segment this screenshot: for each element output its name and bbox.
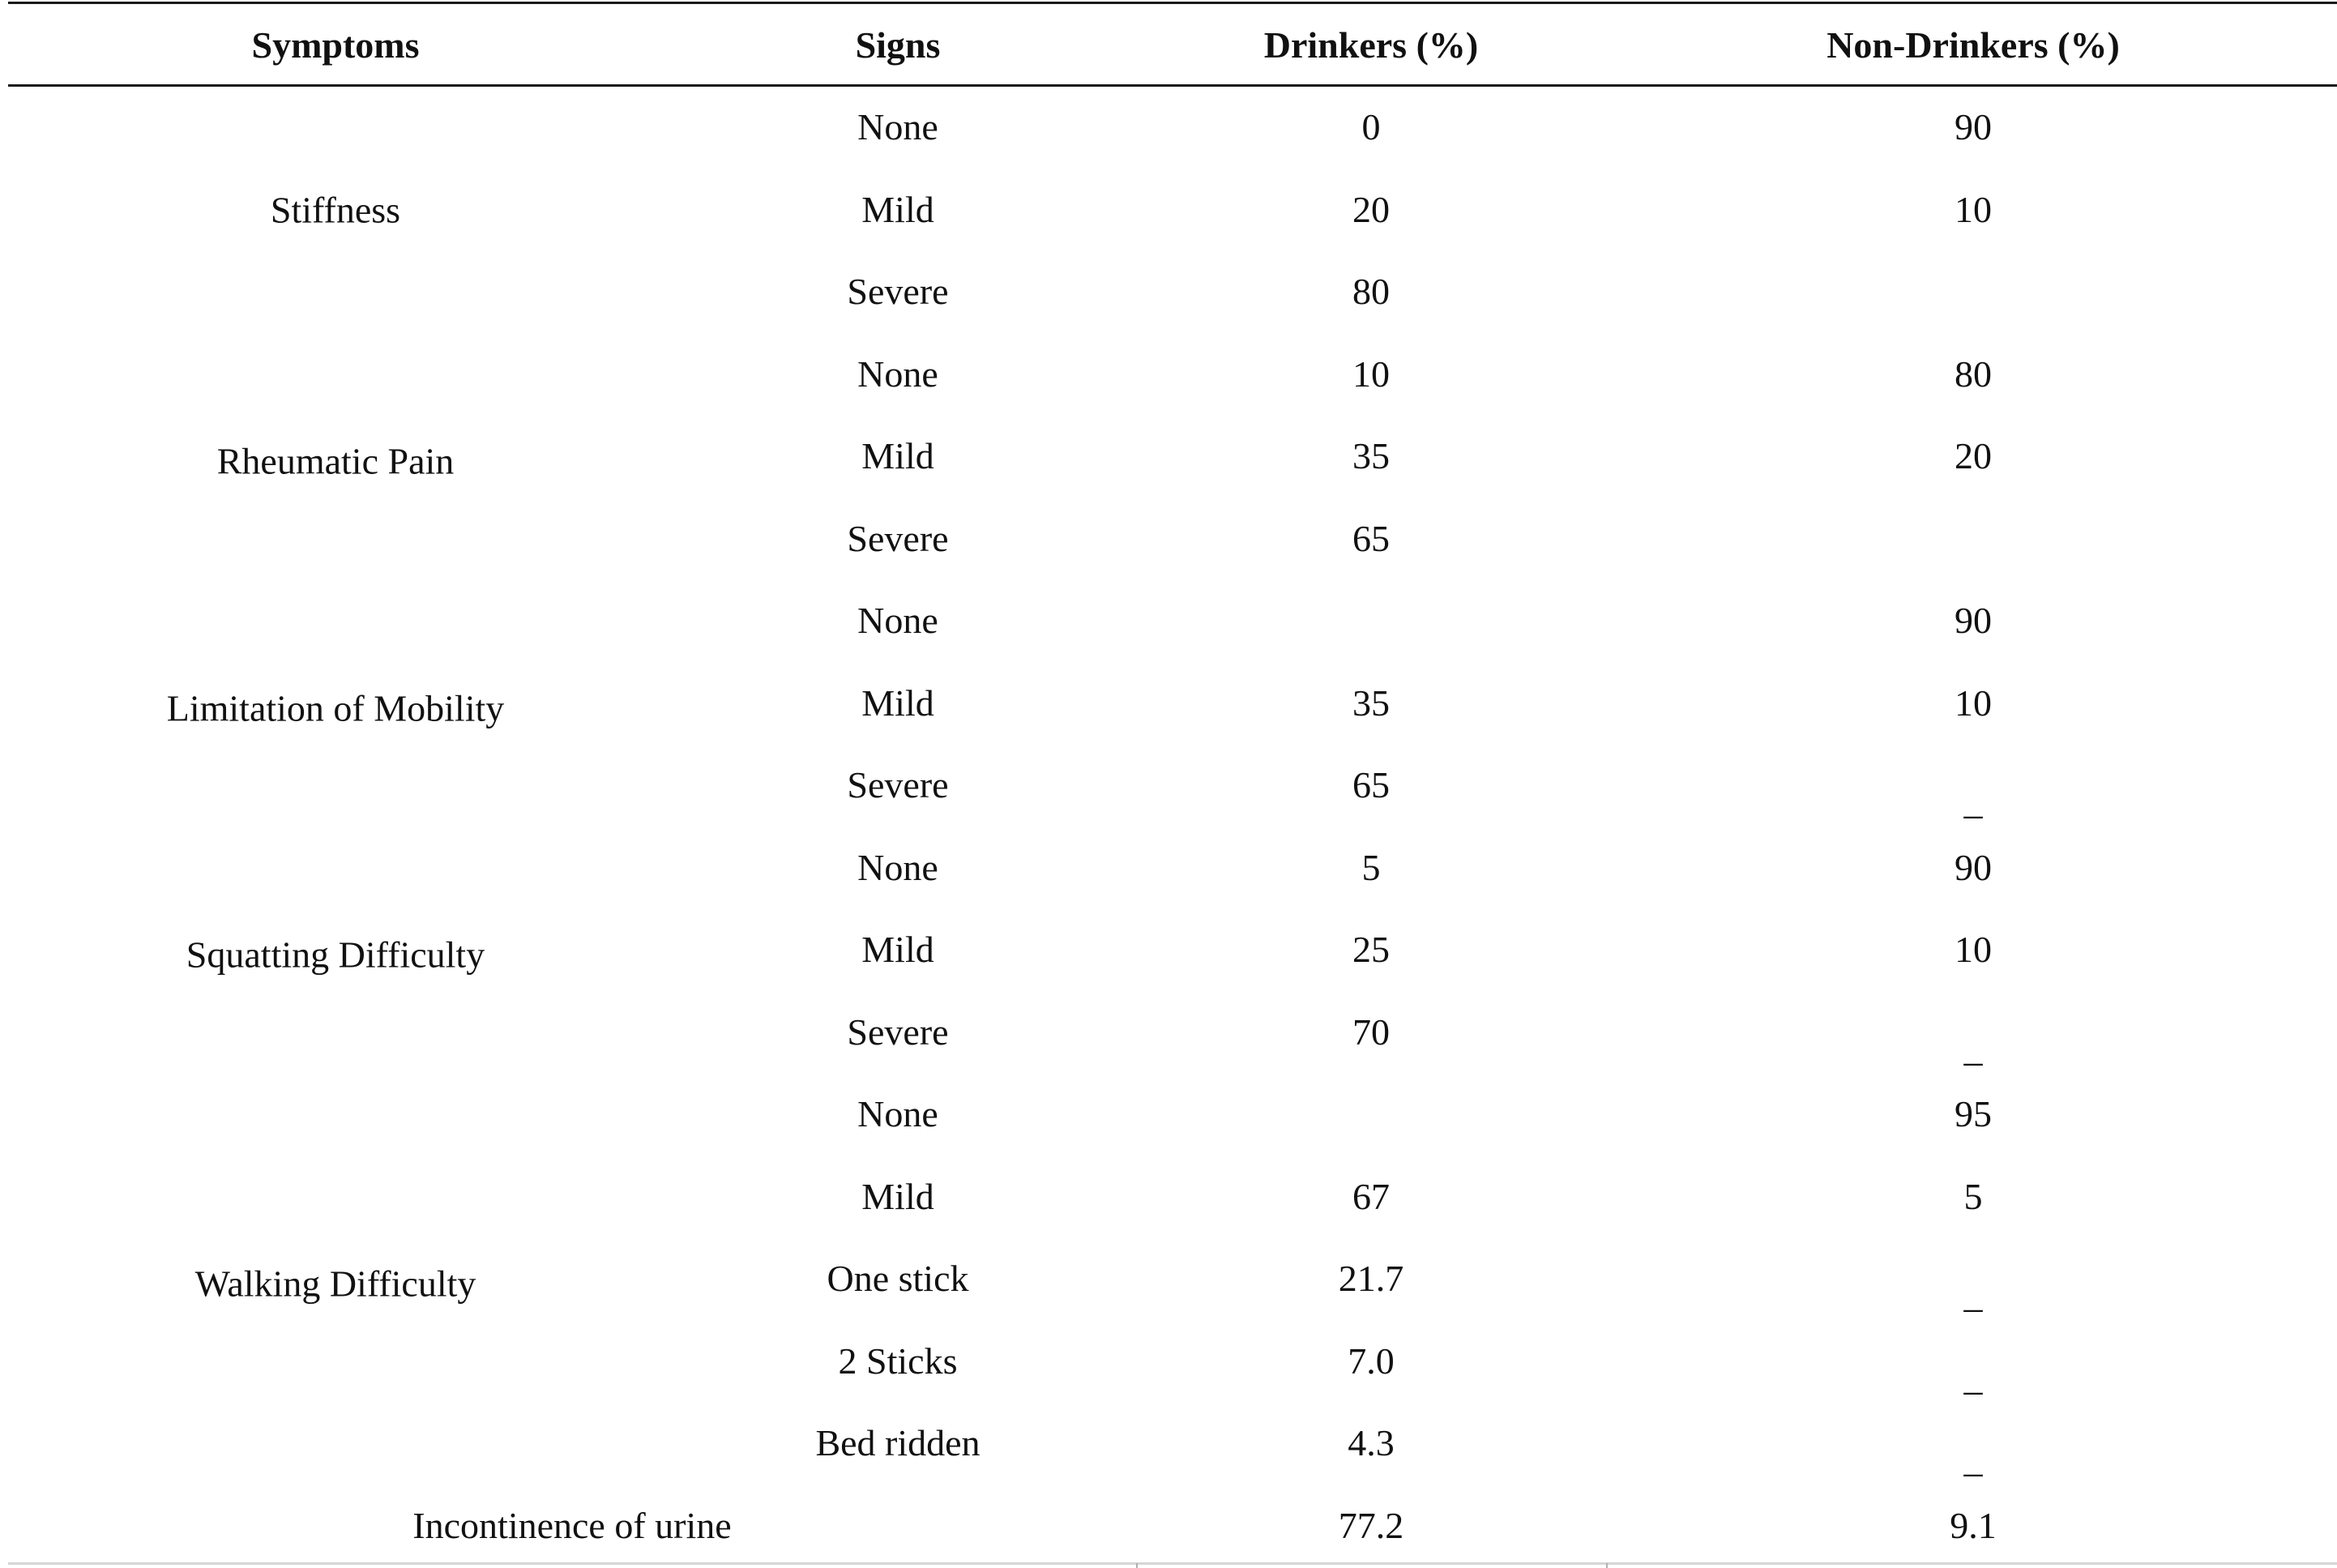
sign-cell: Mild: [861, 435, 934, 476]
sign-cell: Mild: [861, 929, 934, 970]
non-drinkers-value: 10: [1955, 681, 1992, 724]
non-drinkers-value: _: [1963, 1027, 1983, 1069]
drinkers-value: 65: [1352, 764, 1390, 805]
header-non-drinkers: Non-Drinkers (%): [1826, 24, 2120, 66]
sign-cell: None: [857, 600, 938, 641]
header-drinkers: Drinkers (%): [1263, 24, 1479, 66]
drinkers-value: 10: [1352, 352, 1390, 395]
drinkers-value: 65: [1352, 517, 1390, 559]
non-drinkers-value: _: [1963, 1356, 1983, 1398]
header-signs: Signs: [855, 24, 941, 66]
drinkers-value: 67: [1352, 1175, 1390, 1217]
sign-cell: None: [857, 846, 938, 888]
drinkers-value: 0: [1361, 106, 1381, 147]
sign-cell: Severe: [847, 764, 949, 805]
non-drinkers-value: 10: [1955, 929, 1992, 970]
sign-cell: Bed ridden: [815, 1422, 981, 1463]
sign-cell: Mild: [861, 1175, 934, 1217]
sign-cell: Mild: [861, 681, 934, 724]
non-drinkers-value: _: [1963, 1438, 1983, 1480]
non-drinkers-value: _: [1963, 780, 1983, 822]
sign-cell: None: [857, 352, 938, 395]
column-tick: [1136, 1563, 1138, 1568]
drinkers-value: 21.7: [1338, 1258, 1404, 1299]
symptom-label: Squatting Difficulty: [186, 934, 485, 976]
drinkers-value: 25: [1352, 929, 1390, 970]
drinkers-value: 5: [1361, 846, 1381, 888]
drinkers-value: 4.3: [1348, 1422, 1395, 1463]
table-bottom-rule: [8, 1562, 2337, 1565]
symptom-label: Limitation of Mobility: [166, 687, 505, 728]
column-tick: [1606, 1563, 1608, 1568]
sign-cell: 2 Sticks: [838, 1339, 958, 1382]
non-drinkers-value: _: [1963, 1274, 1983, 1315]
sign-cell: Severe: [847, 1010, 949, 1053]
drinkers-value: 35: [1352, 435, 1390, 476]
drinkers-value: 77.2: [1338, 1504, 1404, 1546]
symptom-label: Walking Difficulty: [194, 1263, 476, 1305]
incontinence-label: Incontinence of urine: [412, 1504, 732, 1546]
non-drinkers-value: 95: [1955, 1093, 1992, 1134]
non-drinkers-value: 90: [1955, 600, 1992, 641]
header-symptoms: Symptoms: [251, 24, 420, 66]
drinkers-value: 20: [1352, 188, 1390, 230]
non-drinkers-value: 80: [1955, 352, 1992, 395]
non-drinkers-value: 90: [1955, 106, 1992, 147]
non-drinkers-value: 5: [1963, 1175, 1983, 1217]
drinkers-value: 70: [1352, 1010, 1390, 1053]
drinkers-value: 7.0: [1348, 1339, 1395, 1382]
non-drinkers-value: 90: [1955, 846, 1992, 888]
drinkers-value: 35: [1352, 681, 1390, 724]
non-drinkers-value: 9.1: [1950, 1504, 1997, 1546]
sign-cell: One stick: [827, 1258, 969, 1299]
sign-cell: None: [857, 106, 938, 147]
drinkers-value: 80: [1352, 271, 1390, 312]
sign-cell: None: [857, 1093, 938, 1134]
sign-cell: Mild: [861, 188, 934, 230]
symptom-label: Rheumatic Pain: [216, 440, 455, 482]
sign-cell: Severe: [847, 271, 949, 312]
sign-cell: Severe: [847, 517, 949, 559]
non-drinkers-value: 20: [1955, 435, 1992, 476]
non-drinkers-value: 10: [1955, 188, 1992, 230]
symptom-label: Stiffness: [270, 189, 401, 230]
table-top-rule: [8, 2, 2337, 4]
table-header-rule: [8, 84, 2337, 87]
